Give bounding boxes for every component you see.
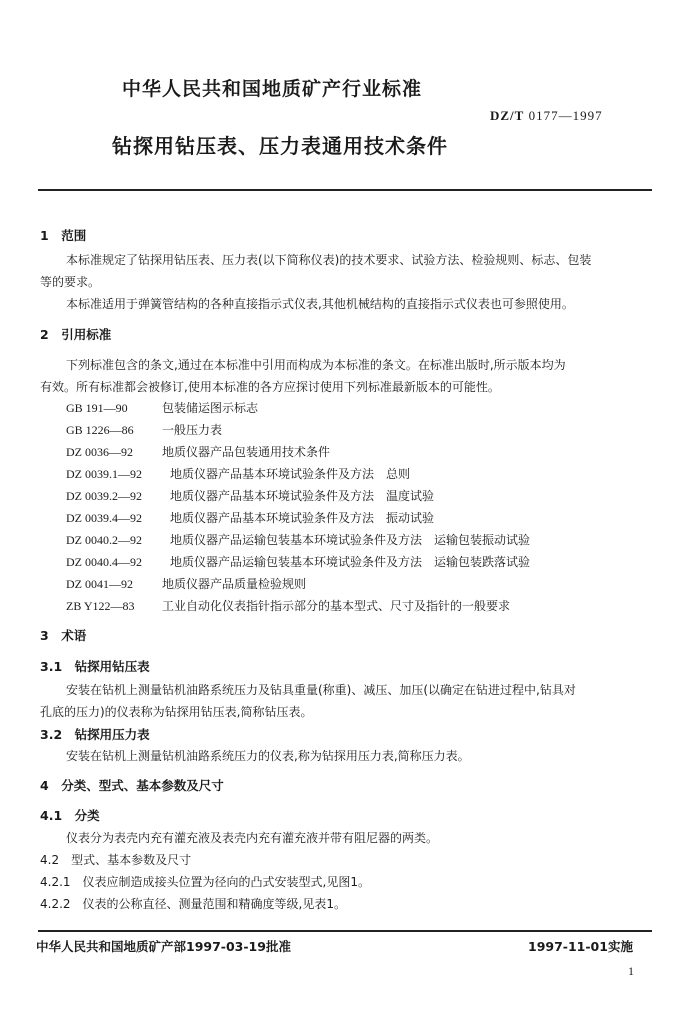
approval-statement: 中华人民共和国地质矿产部1997-03-19批准: [36, 939, 291, 954]
section-4-2-heading: 4.2 型式、基本参数及尺寸: [40, 853, 192, 867]
term-3-2-heading: 3.2 钻探用压力表: [40, 727, 150, 742]
section-1-heading: 1 范围: [40, 228, 87, 243]
reference-title: 地质仪器产品运输包装基本环境试验条件及方法 运输包装跌落试验: [170, 555, 531, 569]
reference-item: [66, 465, 410, 482]
term-3-1-heading: 3.1 钻探用钻压表: [40, 659, 150, 674]
footer-divider: [38, 930, 652, 932]
reference-code: DZ 0036—92: [66, 445, 133, 459]
section-4-heading: 4 分类、型式、基本参数及尺寸: [40, 778, 224, 793]
reference-item: [66, 597, 510, 614]
term-3-1-definition-line-1: 安装在钻机上测量钻机油路系统压力及钻具重量(称重)、减压、加压(以确定在钻进过程中,钻具对: [66, 683, 576, 697]
reference-title: 地质仪器产品基本环境试验条件及方法 总则: [170, 467, 411, 481]
reference-code: GB 1226—86: [66, 423, 134, 437]
page-number: 1: [628, 964, 634, 978]
section-2-paragraph-line-1: 下列标准包含的条文,通过在本标准中引用而构成为本标准的条文。在标准出版时,所示版本均为: [66, 358, 566, 372]
reference-title: 地质仪器产品基本环境试验条件及方法 温度试验: [170, 489, 435, 503]
reference-title: 一般压力表: [162, 423, 223, 437]
section-1-paragraph-1-line-1: 本标准规定了钻探用钻压表、压力表(以下简称仪表)的技术要求、试验方法、检验规则、标志、包装: [66, 253, 592, 267]
reference-code: DZ 0040.2—92: [66, 533, 142, 547]
section-4-2-1-paragraph: 4.2.1 仪表应制造成接头位置为径向的凸式安装型式,见图1。: [40, 875, 370, 889]
header-divider: [38, 189, 652, 191]
reference-item: [66, 575, 306, 592]
reference-code: DZ 0039.2—92: [66, 489, 142, 503]
standard-code-prefix: DZ/T: [490, 108, 525, 123]
reference-item: [66, 553, 530, 570]
reference-item: [66, 531, 530, 548]
document-title: 钻探用钻压表、压力表通用技术条件: [112, 134, 448, 158]
section-1-paragraph-2: 本标准适用于弹簧管结构的各种直接指示式仪表,其他机械结构的直接指示式仪表也可参照使用。: [66, 297, 574, 311]
reference-code: GB 191—90: [66, 401, 128, 415]
section-2-paragraph-line-2: 有效。所有标准都会被修订,使用本标准的各方应探讨使用下列标准最新版本的可能性。: [40, 380, 500, 394]
section-2-heading: 2 引用标准: [40, 327, 112, 342]
reference-title: 地质仪器产品基本环境试验条件及方法 振动试验: [170, 511, 435, 525]
term-3-2-definition: 安装在钻机上测量钻机油路系统压力的仪表,称为钻探用压力表,简称压力表。: [66, 749, 470, 763]
reference-item: [66, 399, 258, 416]
standard-code-number: 0177—1997: [528, 108, 603, 123]
section-4-1-paragraph: 仪表分为表壳内充有灌充液及表壳内充有灌充液并带有阻尼器的两类。: [66, 831, 439, 845]
reference-title: 地质仪器产品运输包装基本环境试验条件及方法 运输包装振动试验: [170, 533, 531, 547]
reference-code: DZ 0039.4—92: [66, 511, 142, 525]
reference-item: [66, 421, 222, 438]
section-3-heading: 3 术语: [40, 628, 87, 643]
term-3-1-definition-line-2: 孔底的压力)的仪表称为钻探用钻压表,简称钻压表。: [40, 705, 313, 719]
reference-title: 地质仪器产品包装通用技术条件: [162, 445, 331, 459]
section-4-1-heading: 4.1 分类: [40, 808, 100, 823]
reference-code: DZ 0040.4—92: [66, 555, 142, 569]
effective-date: 1997-11-01实施: [528, 939, 633, 954]
issuing-body-header: 中华人民共和国地质矿产行业标准: [122, 78, 423, 100]
reference-code: DZ 0041—92: [66, 577, 133, 591]
reference-title: 地质仪器产品质量检验规则: [162, 577, 307, 591]
section-1-paragraph-1-line-2: 等的要求。: [40, 275, 101, 289]
section-4-2-2-paragraph: 4.2.2 仪表的公称直径、测量范围和精确度等级,见表1。: [40, 897, 346, 911]
reference-item: [66, 443, 330, 460]
reference-item: [66, 509, 434, 526]
reference-item: [66, 487, 434, 504]
reference-title: 工业自动化仪表指针指示部分的基本型式、尺寸及指针的一般要求: [162, 599, 511, 613]
reference-code: ZB Y122—83: [66, 599, 135, 613]
reference-code: DZ 0039.1—92: [66, 467, 142, 481]
reference-title: 包装储运图示标志: [162, 401, 259, 415]
standard-number: [490, 108, 603, 124]
